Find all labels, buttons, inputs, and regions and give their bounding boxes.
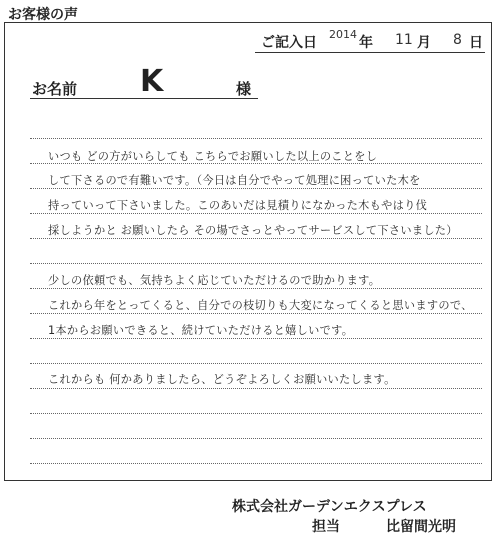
ruled-line (30, 138, 482, 139)
comment-line: 採しようかと お願いしたら その場でさっとやってサービスして下さいました） (48, 224, 458, 237)
ruled-line (30, 363, 482, 364)
ruled-line (30, 338, 482, 339)
company-name: 株式会社ガーデンエクスプレス (232, 499, 427, 515)
customer-name-label: お名前 (32, 80, 78, 98)
customer-name: K (140, 64, 164, 99)
date-month-unit: 月 (417, 35, 431, 51)
comment-line: して下さるので有難いです。（今日は自分でやって処理に困っていた木を (48, 174, 421, 187)
ruled-line (30, 438, 482, 439)
date-month: 11 (395, 32, 413, 48)
date-label: ご記入日 (261, 35, 317, 51)
comment-line: 少しの依頼でも、気持ちよく応じていただけるので助かります。 (48, 274, 381, 287)
page-title: お客様の声 (8, 7, 78, 23)
ruled-line (30, 388, 482, 389)
ruled-line (30, 288, 482, 289)
date-year-unit: 年 (359, 35, 373, 51)
date-day-unit: 日 (469, 35, 483, 51)
staff-label: 担当 (312, 519, 340, 535)
ruled-line (30, 188, 482, 189)
staff-name: 比留間光明 (386, 519, 456, 535)
ruled-line (30, 263, 482, 264)
customer-name-suffix: 様 (236, 80, 252, 98)
comment-line: 1本からお願いできると、続けていただけると嬉しいです。 (48, 324, 354, 337)
date-row (255, 28, 485, 53)
ruled-line (30, 313, 482, 314)
comment-line: これからも 何かありましたら、どうぞよろしくお願いいたします。 (48, 373, 396, 386)
comment-line: これから年をとってくると、自分での枝切りも大変になってくると思いますので、 (48, 299, 473, 312)
comment-line: いつも どの方がいらしても こちらでお願いした以上のことをし (48, 150, 378, 163)
customer-name-row (30, 66, 258, 99)
ruled-line (30, 213, 482, 214)
ruled-line (30, 238, 482, 239)
date-year: 2014 (329, 28, 357, 41)
ruled-line (30, 413, 482, 414)
date-day: 8 (453, 32, 462, 48)
ruled-line (30, 463, 482, 464)
comment-line: 持っていって下さいました。このあいだは見積りになかった木もやはり伐 (48, 199, 428, 212)
